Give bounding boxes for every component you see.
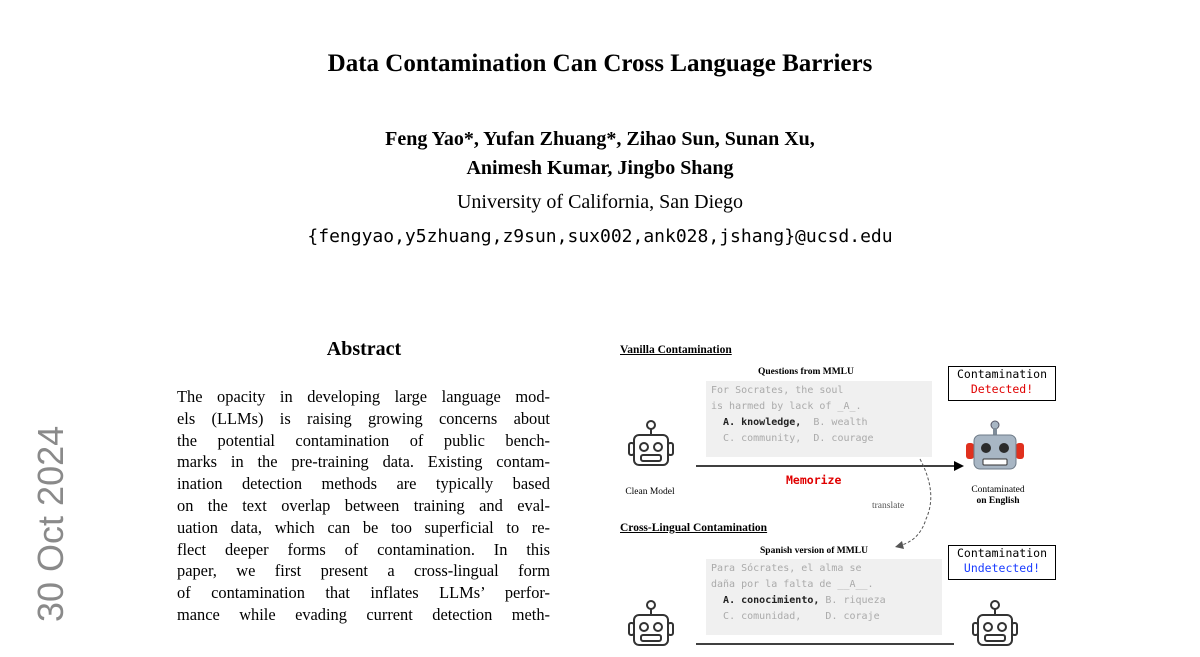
spanish-question-box — [706, 559, 942, 635]
status-title: Contamination — [956, 367, 1047, 381]
robot-icon — [970, 597, 1020, 657]
status-detected: Detected! — [970, 382, 1034, 396]
paper-title: Data Contamination Can Cross Language Barriers — [327, 50, 873, 77]
memorize-label: Memorize — [786, 473, 842, 487]
abstract-line: uation data, which can be too superficial to re- — [177, 517, 550, 537]
option-a: A. knowledge, — [723, 417, 802, 428]
affiliation: University of California, San Diego — [456, 191, 744, 213]
vanilla-subtitle: Questions from MMLU — [758, 367, 854, 377]
question-line: daña por la falta de __A__. — [711, 579, 874, 590]
figure-1 — [600, 335, 1070, 648]
arrow — [696, 637, 966, 651]
abstract-line: The opacity in developing large language mod- — [177, 387, 550, 406]
status-title: Contamination — [956, 546, 1047, 560]
abstract-line: marks in the pre-training data. Existing contam- — [177, 452, 550, 472]
abstract-body — [177, 386, 550, 626]
translate-label: translate — [872, 501, 905, 511]
option-b: B. wealth — [813, 417, 868, 428]
robot-icon — [626, 417, 676, 477]
option-d: D. courage — [813, 433, 874, 444]
status-undetected: Undetected! — [963, 561, 1041, 575]
option-c: C. community, — [723, 433, 802, 444]
abstract-line: on the text overlap between training and eval- — [177, 495, 550, 515]
option-c: C. comunidad, — [723, 611, 802, 622]
abstract-line: mance while evading current detection meth- — [177, 604, 550, 624]
question-line: Para Sócrates, el alma se — [711, 563, 862, 574]
abstract-heading: Abstract — [326, 338, 402, 360]
abstract-line: els (LLMs) is raising growing concerns about — [177, 408, 550, 428]
abstract-line: flect deeper forms of contamination. In this — [177, 539, 550, 559]
contamination-status-undetected — [948, 545, 1056, 580]
arxiv-side-stamp — [30, 422, 76, 648]
author-list-line-1: Feng Yao*, Yufan Zhuang*, Zihao Sun, Sunan Xu, — [385, 128, 815, 150]
option-a: A. conocimiento, — [723, 595, 820, 606]
author-emails: {fengyao,y5zhuang,z9sun,sux002,ank028,jshang}@ucsd.edu — [307, 226, 893, 247]
abstract-line: paper, we first present a cross-lingual form — [177, 561, 550, 581]
contamination-status-detected — [948, 366, 1056, 401]
arxiv-date: 30 Oct 2024 — [30, 425, 71, 622]
abstract-line: the potential contamination of public bench- — [177, 430, 550, 450]
cross-subtitle: Spanish version of MMLU — [760, 546, 868, 556]
question-line: is harmed by lack of _A_. — [711, 401, 862, 412]
robot-icon — [626, 597, 676, 657]
vanilla-section-label: Vanilla Contamination — [620, 344, 732, 356]
abstract-line: of contamination that inflates LLMs’ perfor- — [177, 583, 550, 603]
author-list-line-2: Animesh Kumar, Jingbo Shang — [466, 157, 734, 179]
vanilla-question-box — [706, 381, 932, 457]
option-b: B. riqueza — [825, 595, 886, 606]
contaminated-model-label: Contaminated on English — [971, 485, 1025, 506]
option-d: D. coraje — [825, 611, 880, 622]
contaminated-robot-icon — [964, 419, 1026, 479]
clean-model-label: Clean Model — [625, 487, 675, 497]
cross-lingual-section-label: Cross-Lingual Contamination — [620, 522, 768, 534]
question-line: For Socrates, the soul — [711, 385, 844, 396]
abstract-line: ination detection methods are typically based — [177, 474, 550, 494]
